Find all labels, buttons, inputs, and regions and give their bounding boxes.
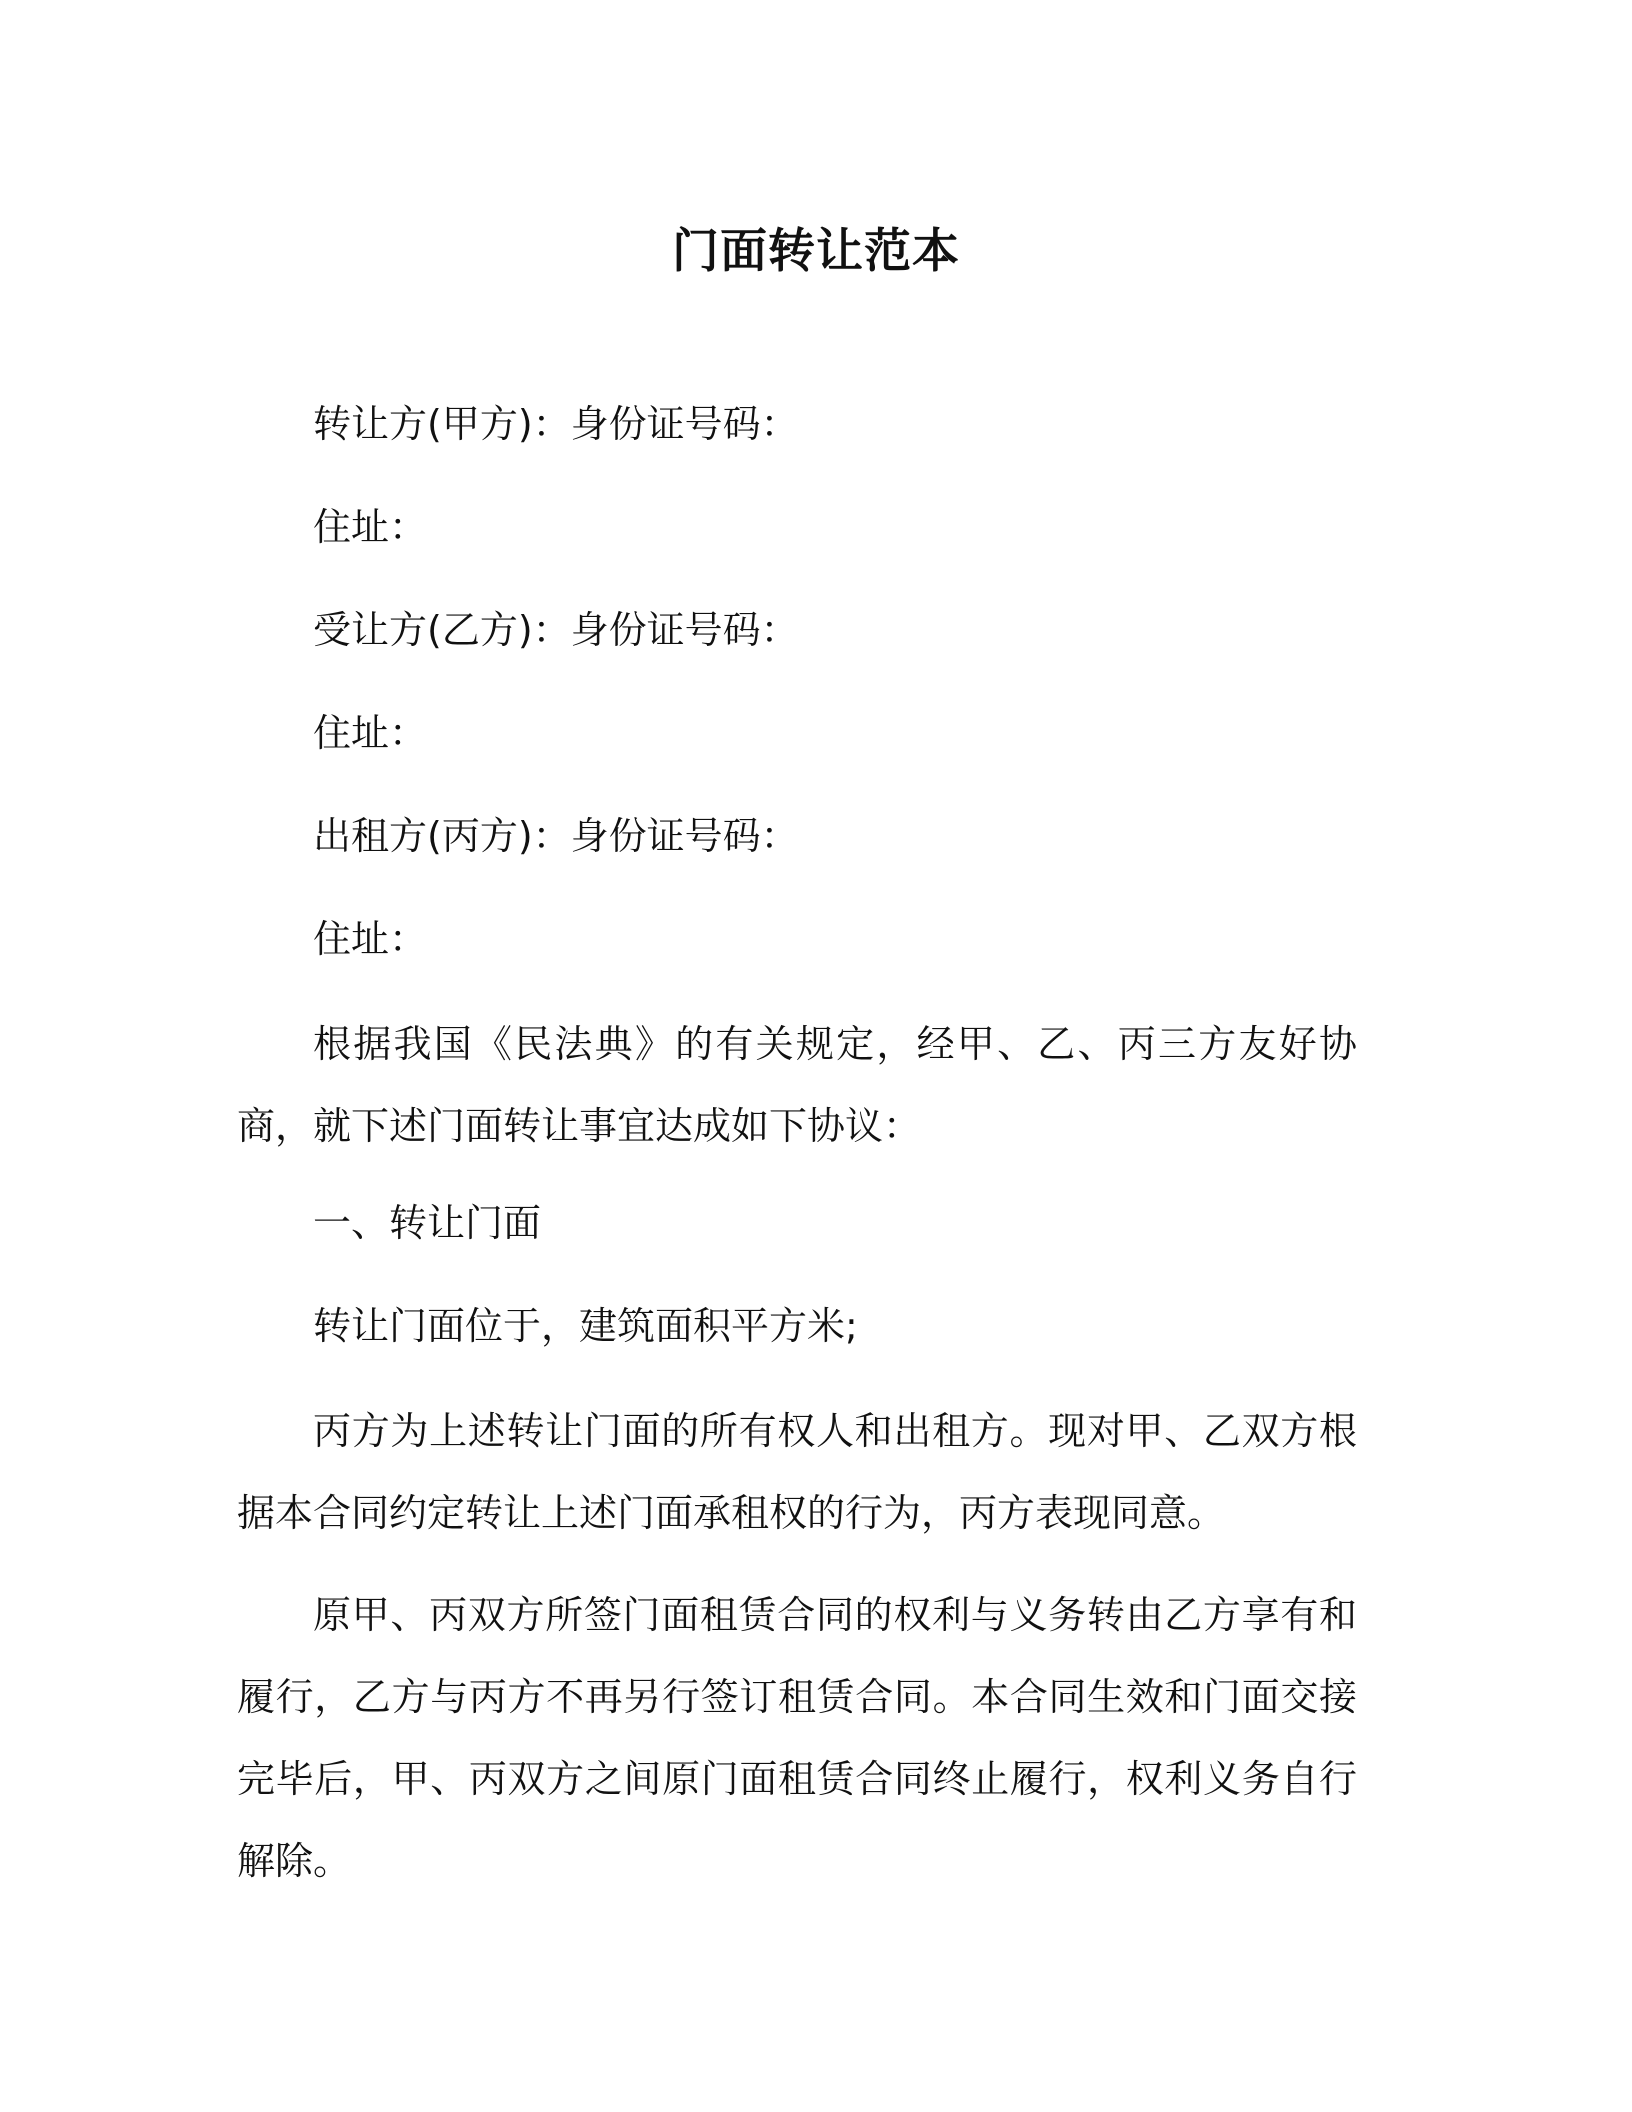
section-1-paragraph-2: 丙方为上述转让门面的所有权人和出租方。现对甲、乙双方根据本合同约定转让上述门面承租权的行为，丙方表现同意。 [237, 1409, 1357, 1535]
section-1-paragraph-1: 转让门面位于，建筑面积平方米; [313, 1304, 858, 1348]
document-title: 门面转让范本 [672, 224, 960, 279]
transferee-line: 受让方(乙方)：身份证号码： [313, 608, 799, 652]
section-1-paragraph-3: 原甲、丙双方所签门面租赁合同的权利与义务转由乙方享有和履行，乙方与丙方不再另行签订租赁合同。本合同生效和门面交接完毕后，甲、丙双方之间原门面租赁合同终止履行，权利义务自行解除。 [237, 1593, 1357, 1883]
lessor-line: 出租方(丙方)：身份证号码： [313, 814, 799, 858]
transferor-address-line: 住址： [313, 505, 428, 549]
lessor-address-line: 住址： [313, 917, 428, 961]
section-1-heading: 一、转让门面 [313, 1201, 542, 1245]
intro-paragraph: 根据我国《民法典》的有关规定，经甲、乙、丙三方友好协商，就下述门面转让事宜达成如下协议： [237, 1022, 1357, 1148]
transferee-address-line: 住址： [313, 711, 428, 755]
transferor-line: 转让方(甲方)：身份证号码： [313, 402, 799, 446]
